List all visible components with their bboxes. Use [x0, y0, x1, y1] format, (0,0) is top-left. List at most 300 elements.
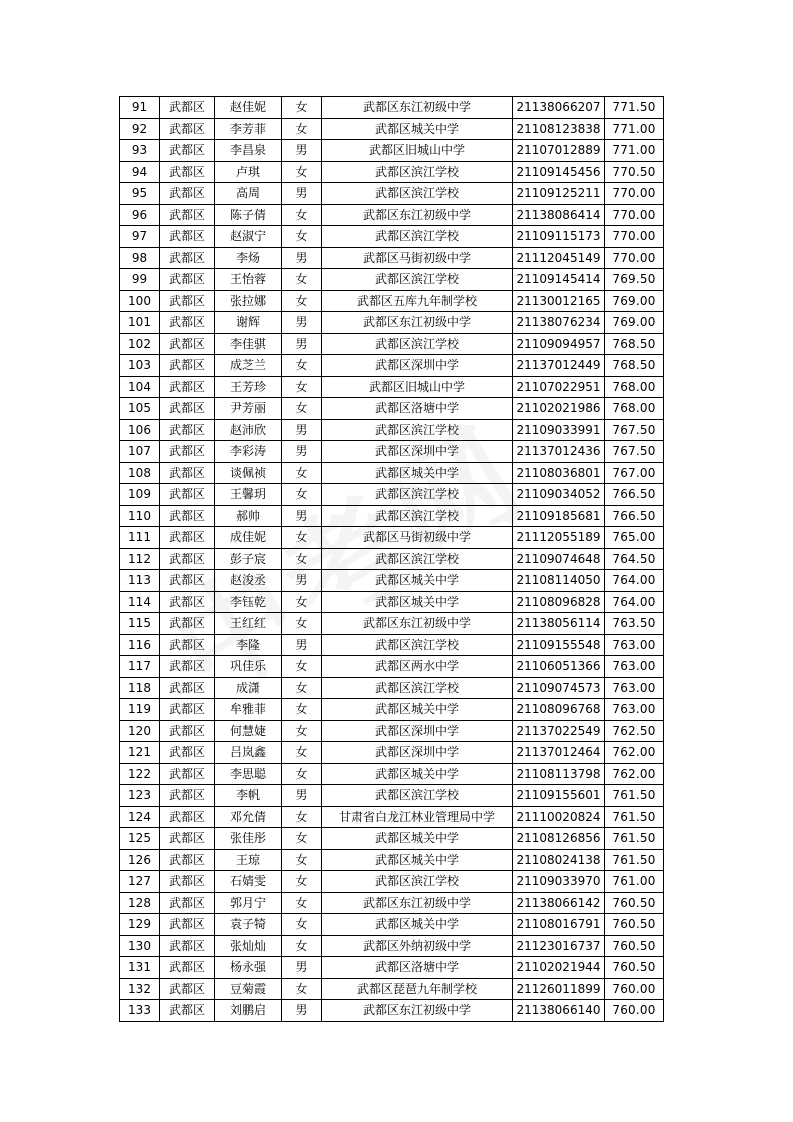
exam-id-cell: 21108113798: [513, 763, 605, 785]
table-row: [120, 548, 664, 570]
score-cell: 760.00: [605, 978, 664, 1000]
row-number: 100: [120, 290, 160, 312]
score-cell: 760.50: [605, 957, 664, 979]
gender-cell: 男: [282, 505, 322, 527]
exam-id-cell: 21108036801: [513, 462, 605, 484]
exam-id-cell: 21123016737: [513, 935, 605, 957]
gender-cell: 女: [282, 613, 322, 635]
name-cell: 赵浚丞: [215, 570, 282, 592]
school-cell: 武都区城关中学: [322, 763, 513, 785]
score-cell: 760.50: [605, 892, 664, 914]
exam-id-cell: 21109034052: [513, 484, 605, 506]
table-row: [120, 97, 664, 119]
row-number: 122: [120, 763, 160, 785]
exam-id-cell: 21138066207: [513, 97, 605, 119]
row-number: 130: [120, 935, 160, 957]
exam-id-cell: 21109155601: [513, 785, 605, 807]
table-row: [120, 914, 664, 936]
name-cell: 李思聪: [215, 763, 282, 785]
row-number: 129: [120, 914, 160, 936]
school-cell: 武都区滨江学校: [322, 226, 513, 248]
table-row: [120, 505, 664, 527]
exam-id-cell: 21109074648: [513, 548, 605, 570]
table-row: [120, 527, 664, 549]
score-cell: 770.00: [605, 226, 664, 248]
table-row: [120, 226, 664, 248]
row-number: 124: [120, 806, 160, 828]
gender-cell: 女: [282, 527, 322, 549]
school-cell: 武都区滨江学校: [322, 548, 513, 570]
table-row: [120, 634, 664, 656]
district-cell: 武都区: [160, 806, 215, 828]
exam-id-cell: 21108096768: [513, 699, 605, 721]
district-cell: 武都区: [160, 978, 215, 1000]
school-cell: 武都区城关中学: [322, 591, 513, 613]
school-cell: 武都区五库九年制学校: [322, 290, 513, 312]
name-cell: 杨永强: [215, 957, 282, 979]
district-cell: 武都区: [160, 849, 215, 871]
row-number: 127: [120, 871, 160, 893]
school-cell: 武都区滨江学校: [322, 484, 513, 506]
row-number: 108: [120, 462, 160, 484]
exam-id-cell: 21108123838: [513, 118, 605, 140]
gender-cell: 女: [282, 376, 322, 398]
exam-id-cell: 21130012165: [513, 290, 605, 312]
score-cell: 762.50: [605, 720, 664, 742]
row-number: 128: [120, 892, 160, 914]
name-cell: 李炀: [215, 247, 282, 269]
exam-id-cell: 21137012464: [513, 742, 605, 764]
district-cell: 武都区: [160, 118, 215, 140]
exam-id-cell: 21108126856: [513, 828, 605, 850]
exam-id-cell: 21110020824: [513, 806, 605, 828]
school-cell: 武都区东江初级中学: [322, 892, 513, 914]
district-cell: 武都区: [160, 441, 215, 463]
table-row: [120, 957, 664, 979]
name-cell: 石婧雯: [215, 871, 282, 893]
exam-id-cell: 21126011899: [513, 978, 605, 1000]
exam-id-cell: 21108024138: [513, 849, 605, 871]
score-cell: 766.50: [605, 484, 664, 506]
table-row: [120, 871, 664, 893]
row-number: 96: [120, 204, 160, 226]
score-cell: 760.00: [605, 1000, 664, 1022]
name-cell: 彭子宸: [215, 548, 282, 570]
gender-cell: 女: [282, 699, 322, 721]
exam-id-cell: 21109033970: [513, 871, 605, 893]
school-cell: 武都区马街初级中学: [322, 247, 513, 269]
score-table: [119, 96, 664, 1022]
score-cell: 767.50: [605, 441, 664, 463]
score-cell: 766.50: [605, 505, 664, 527]
exam-id-cell: 21107022951: [513, 376, 605, 398]
score-cell: 769.00: [605, 290, 664, 312]
table-row: [120, 204, 664, 226]
school-cell: 甘肃省白龙江林业管理局中学: [322, 806, 513, 828]
district-cell: 武都区: [160, 247, 215, 269]
score-cell: 764.00: [605, 570, 664, 592]
score-cell: 765.00: [605, 527, 664, 549]
row-number: 121: [120, 742, 160, 764]
score-cell: 762.00: [605, 763, 664, 785]
exam-id-cell: 21109145414: [513, 269, 605, 291]
name-cell: 谈佩祯: [215, 462, 282, 484]
district-cell: 武都区: [160, 398, 215, 420]
name-cell: 成佳妮: [215, 527, 282, 549]
score-cell: 770.00: [605, 247, 664, 269]
row-number: 132: [120, 978, 160, 1000]
score-cell: 770.00: [605, 183, 664, 205]
gender-cell: 女: [282, 548, 322, 570]
row-number: 106: [120, 419, 160, 441]
district-cell: 武都区: [160, 484, 215, 506]
school-cell: 武都区旧城山中学: [322, 140, 513, 162]
gender-cell: 男: [282, 312, 322, 334]
table-row: [120, 763, 664, 785]
gender-cell: 女: [282, 484, 322, 506]
district-cell: 武都区: [160, 355, 215, 377]
table-row: [120, 613, 664, 635]
name-cell: 谢辉: [215, 312, 282, 334]
exam-id-cell: 21109094957: [513, 333, 605, 355]
gender-cell: 男: [282, 333, 322, 355]
table-row: [120, 484, 664, 506]
school-cell: 武都区洛塘中学: [322, 398, 513, 420]
table-row: [120, 269, 664, 291]
score-cell: 760.50: [605, 935, 664, 957]
row-number: 97: [120, 226, 160, 248]
district-cell: 武都区: [160, 570, 215, 592]
school-cell: 武都区滨江学校: [322, 161, 513, 183]
row-number: 116: [120, 634, 160, 656]
name-cell: 豆菊霞: [215, 978, 282, 1000]
score-cell: 761.50: [605, 849, 664, 871]
school-cell: 武都区滨江学校: [322, 634, 513, 656]
district-cell: 武都区: [160, 548, 215, 570]
school-cell: 武都区东江初级中学: [322, 613, 513, 635]
gender-cell: 女: [282, 892, 322, 914]
district-cell: 武都区: [160, 742, 215, 764]
table-row: [120, 312, 664, 334]
table-row: [120, 1000, 664, 1022]
school-cell: 武都区滨江学校: [322, 183, 513, 205]
exam-id-cell: 21112055189: [513, 527, 605, 549]
school-cell: 武都区滨江学校: [322, 677, 513, 699]
row-number: 101: [120, 312, 160, 334]
gender-cell: 女: [282, 97, 322, 119]
school-cell: 武都区城关中学: [322, 828, 513, 850]
score-cell: 763.00: [605, 677, 664, 699]
name-cell: 李佳骐: [215, 333, 282, 355]
row-number: 111: [120, 527, 160, 549]
score-cell: 761.50: [605, 806, 664, 828]
exam-id-cell: 21109033991: [513, 419, 605, 441]
row-number: 110: [120, 505, 160, 527]
district-cell: 武都区: [160, 527, 215, 549]
row-number: 119: [120, 699, 160, 721]
exam-id-cell: 21138066142: [513, 892, 605, 914]
gender-cell: 男: [282, 247, 322, 269]
district-cell: 武都区: [160, 97, 215, 119]
school-cell: 武都区滨江学校: [322, 785, 513, 807]
row-number: 104: [120, 376, 160, 398]
gender-cell: 女: [282, 806, 322, 828]
score-cell: 771.50: [605, 97, 664, 119]
gender-cell: 男: [282, 183, 322, 205]
score-cell: 771.00: [605, 118, 664, 140]
name-cell: 李钰乾: [215, 591, 282, 613]
name-cell: 王红红: [215, 613, 282, 635]
name-cell: 李帆: [215, 785, 282, 807]
gender-cell: 女: [282, 935, 322, 957]
school-cell: 武都区两水中学: [322, 656, 513, 678]
gender-cell: 女: [282, 742, 322, 764]
score-cell: 769.50: [605, 269, 664, 291]
score-cell: 763.50: [605, 613, 664, 635]
table-row: [120, 247, 664, 269]
name-cell: 成潇: [215, 677, 282, 699]
row-number: 117: [120, 656, 160, 678]
name-cell: 张佳彤: [215, 828, 282, 850]
gender-cell: 女: [282, 226, 322, 248]
table-row: [120, 161, 664, 183]
table-row: [120, 742, 664, 764]
school-cell: 武都区深圳中学: [322, 742, 513, 764]
school-cell: 武都区马街初级中学: [322, 527, 513, 549]
row-number: 133: [120, 1000, 160, 1022]
school-cell: 武都区外纳初级中学: [322, 935, 513, 957]
row-number: 99: [120, 269, 160, 291]
exam-id-cell: 21138086414: [513, 204, 605, 226]
table-row: [120, 892, 664, 914]
name-cell: 何慧婕: [215, 720, 282, 742]
table-row: [120, 183, 664, 205]
district-cell: 武都区: [160, 419, 215, 441]
name-cell: 成芝兰: [215, 355, 282, 377]
school-cell: 武都区城关中学: [322, 570, 513, 592]
score-cell: 760.50: [605, 914, 664, 936]
exam-id-cell: 21107012889: [513, 140, 605, 162]
gender-cell: 男: [282, 1000, 322, 1022]
name-cell: 尹芳丽: [215, 398, 282, 420]
district-cell: 武都区: [160, 462, 215, 484]
score-cell: 764.50: [605, 548, 664, 570]
district-cell: 武都区: [160, 312, 215, 334]
exam-id-cell: 21102021944: [513, 957, 605, 979]
gender-cell: 男: [282, 785, 322, 807]
district-cell: 武都区: [160, 161, 215, 183]
score-cell: 768.00: [605, 398, 664, 420]
district-cell: 武都区: [160, 785, 215, 807]
school-cell: 武都区滨江学校: [322, 505, 513, 527]
name-cell: 王琼: [215, 849, 282, 871]
score-cell: 771.00: [605, 140, 664, 162]
gender-cell: 男: [282, 957, 322, 979]
row-number: 126: [120, 849, 160, 871]
exam-id-cell: 21102021986: [513, 398, 605, 420]
row-number: 91: [120, 97, 160, 119]
school-cell: 武都区城关中学: [322, 914, 513, 936]
table-body: [120, 97, 664, 1022]
name-cell: 王馨玥: [215, 484, 282, 506]
district-cell: 武都区: [160, 204, 215, 226]
gender-cell: 女: [282, 720, 322, 742]
exam-id-cell: 21109115173: [513, 226, 605, 248]
name-cell: 巩佳乐: [215, 656, 282, 678]
row-number: 114: [120, 591, 160, 613]
score-cell: 761.50: [605, 785, 664, 807]
school-cell: 武都区深圳中学: [322, 355, 513, 377]
school-cell: 武都区东江初级中学: [322, 312, 513, 334]
gender-cell: 女: [282, 914, 322, 936]
score-cell: 764.00: [605, 591, 664, 613]
gender-cell: 男: [282, 441, 322, 463]
district-cell: 武都区: [160, 505, 215, 527]
district-cell: 武都区: [160, 656, 215, 678]
gender-cell: 女: [282, 656, 322, 678]
district-cell: 武都区: [160, 828, 215, 850]
name-cell: 李彩涛: [215, 441, 282, 463]
row-number: 112: [120, 548, 160, 570]
district-cell: 武都区: [160, 892, 215, 914]
exam-id-cell: 21106051366: [513, 656, 605, 678]
table-row: [120, 699, 664, 721]
school-cell: 武都区东江初级中学: [322, 97, 513, 119]
table-row: [120, 118, 664, 140]
row-number: 109: [120, 484, 160, 506]
name-cell: 赵淑宁: [215, 226, 282, 248]
district-cell: 武都区: [160, 763, 215, 785]
gender-cell: 男: [282, 140, 322, 162]
table-row: [120, 720, 664, 742]
name-cell: 赵佳妮: [215, 97, 282, 119]
exam-id-cell: 21109155548: [513, 634, 605, 656]
score-cell: 770.00: [605, 204, 664, 226]
gender-cell: 男: [282, 634, 322, 656]
school-cell: 武都区滨江学校: [322, 871, 513, 893]
school-cell: 武都区旧城山中学: [322, 376, 513, 398]
name-cell: 赵沛欣: [215, 419, 282, 441]
name-cell: 王怡蓉: [215, 269, 282, 291]
gender-cell: 女: [282, 398, 322, 420]
exam-id-cell: 21112045149: [513, 247, 605, 269]
school-cell: 武都区琵琶九年制学校: [322, 978, 513, 1000]
row-number: 95: [120, 183, 160, 205]
name-cell: 牟雅菲: [215, 699, 282, 721]
score-cell: 762.00: [605, 742, 664, 764]
gender-cell: 女: [282, 204, 322, 226]
table-row: [120, 656, 664, 678]
district-cell: 武都区: [160, 914, 215, 936]
name-cell: 袁子犄: [215, 914, 282, 936]
row-number: 115: [120, 613, 160, 635]
district-cell: 武都区: [160, 957, 215, 979]
table-row: [120, 398, 664, 420]
district-cell: 武都区: [160, 613, 215, 635]
table-row: [120, 677, 664, 699]
exam-id-cell: 21138056114: [513, 613, 605, 635]
gender-cell: 女: [282, 355, 322, 377]
school-cell: 武都区东江初级中学: [322, 1000, 513, 1022]
district-cell: 武都区: [160, 269, 215, 291]
score-cell: 768.50: [605, 333, 664, 355]
exam-id-cell: 21137022549: [513, 720, 605, 742]
school-cell: 武都区滨江学校: [322, 269, 513, 291]
exam-id-cell: 21109145456: [513, 161, 605, 183]
row-number: 103: [120, 355, 160, 377]
school-cell: 武都区城关中学: [322, 849, 513, 871]
table-row: [120, 849, 664, 871]
row-number: 107: [120, 441, 160, 463]
exam-id-cell: 21109185681: [513, 505, 605, 527]
row-number: 92: [120, 118, 160, 140]
name-cell: 郭月宁: [215, 892, 282, 914]
name-cell: 高周: [215, 183, 282, 205]
score-cell: 767.50: [605, 419, 664, 441]
school-cell: 武都区东江初级中学: [322, 204, 513, 226]
table-row: [120, 978, 664, 1000]
gender-cell: 女: [282, 118, 322, 140]
district-cell: 武都区: [160, 720, 215, 742]
row-number: 123: [120, 785, 160, 807]
exam-id-cell: 21109125211: [513, 183, 605, 205]
score-cell: 761.00: [605, 871, 664, 893]
exam-id-cell: 21108096828: [513, 591, 605, 613]
district-cell: 武都区: [160, 677, 215, 699]
score-cell: 763.00: [605, 634, 664, 656]
district-cell: 武都区: [160, 634, 215, 656]
name-cell: 李芳菲: [215, 118, 282, 140]
row-number: 118: [120, 677, 160, 699]
gender-cell: 女: [282, 269, 322, 291]
exam-id-cell: 21138066140: [513, 1000, 605, 1022]
score-cell: 769.00: [605, 312, 664, 334]
exam-id-cell: 21137012449: [513, 355, 605, 377]
row-number: 98: [120, 247, 160, 269]
name-cell: 张拉娜: [215, 290, 282, 312]
district-cell: 武都区: [160, 935, 215, 957]
district-cell: 武都区: [160, 591, 215, 613]
gender-cell: 女: [282, 763, 322, 785]
name-cell: 李隆: [215, 634, 282, 656]
name-cell: 卢琪: [215, 161, 282, 183]
exam-id-cell: 21108016791: [513, 914, 605, 936]
score-cell: 768.50: [605, 355, 664, 377]
gender-cell: 女: [282, 849, 322, 871]
table-row: [120, 806, 664, 828]
gender-cell: 男: [282, 419, 322, 441]
gender-cell: 女: [282, 828, 322, 850]
table-row: [120, 140, 664, 162]
gender-cell: 女: [282, 978, 322, 1000]
row-number: 94: [120, 161, 160, 183]
gender-cell: 男: [282, 570, 322, 592]
score-cell: 763.00: [605, 699, 664, 721]
district-cell: 武都区: [160, 226, 215, 248]
score-cell: 770.50: [605, 161, 664, 183]
table-row: [120, 591, 664, 613]
score-cell: 768.00: [605, 376, 664, 398]
district-cell: 武都区: [160, 333, 215, 355]
district-cell: 武都区: [160, 183, 215, 205]
exam-id-cell: 21137012436: [513, 441, 605, 463]
score-cell: 763.00: [605, 656, 664, 678]
name-cell: 陈子倩: [215, 204, 282, 226]
table-row: [120, 935, 664, 957]
gender-cell: 女: [282, 871, 322, 893]
name-cell: 王芳珍: [215, 376, 282, 398]
row-number: 93: [120, 140, 160, 162]
